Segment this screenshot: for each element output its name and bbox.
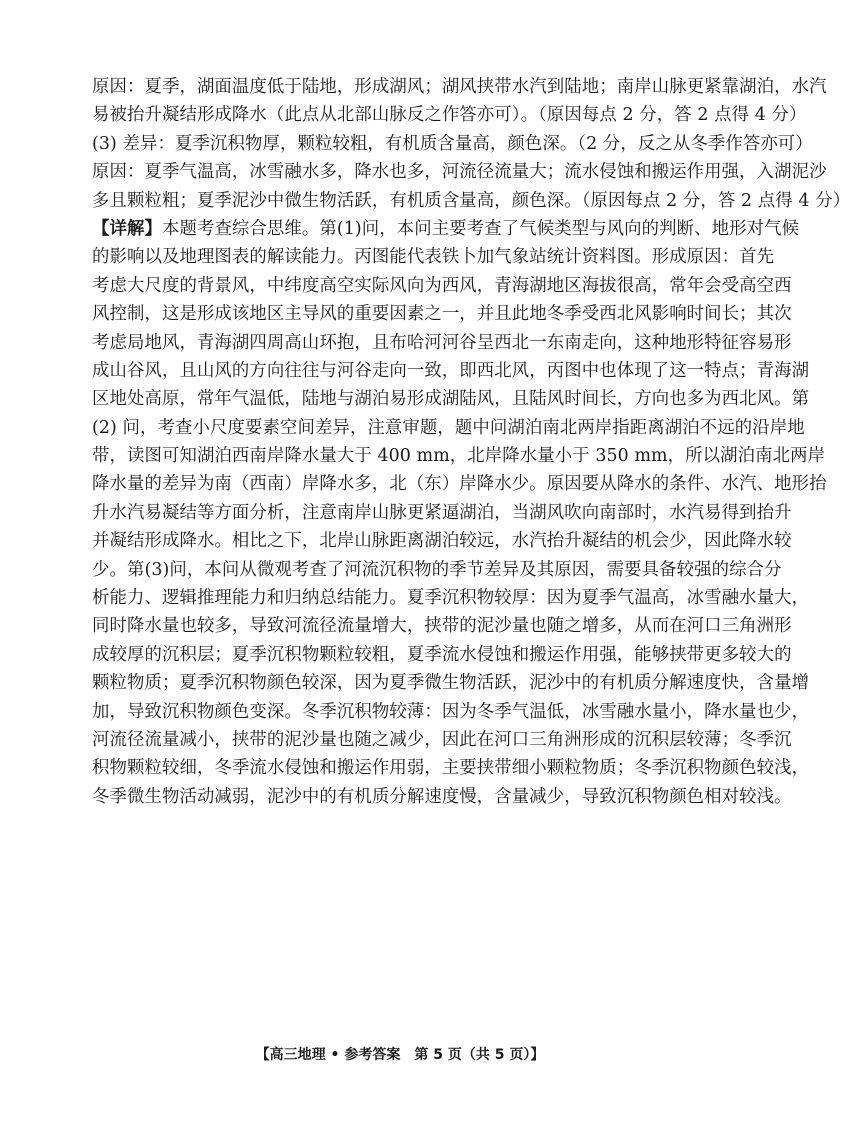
text-line: 考虑大尺度的背景风，中纬度高空实际风向为西风，青海湖地区海拔很高，常年会受高空西 [92,275,792,296]
text-line: 降水量的差异为南（西南）岸降水多，北（东）岸降水少。原因要从降水的条件、水汽、地形抬 [92,474,827,495]
text-line: 少。第(3)问，本问从微观考查了河流沉积物的季节差异及其原因，需要具备较强的综合分 [92,559,782,580]
text-line: 冬季微生物活动减弱，泥沙中的有机质分解速度慢，含量减少，导致沉积物颜色相对较浅。 [92,786,792,807]
detail-text: 本题考查综合思维。第(1)问，本问主要考查了气候类型与风向的判断、地形对气候 [161,218,800,239]
text-line: 同时降水量也较多，导致河流径流量增大，挟带的泥沙量也随之增多，从而在河口三角洲形 [92,616,792,637]
text-line: 积物颗粒较细，冬季流水侵蚀和搬运作用弱，主要挟带细小颗粒物质；冬季沉积物颜色较浅， [92,758,810,779]
text-line: 原因：夏季气温高，冰雪融水多，降水也多，河流径流量大；流水侵蚀和搬运作用强，入湖泥沙 [92,162,827,183]
text-line: 带，读图可知湖泊西南岸降水量大于 400 mm，北岸降水量小于 350 mm，所以湖泊南北两岸 [92,446,826,467]
text-line: 原因：夏季，湖面温度低于陆地，形成湖风；湖风挟带水汽到陆地；南岸山脉更紧靠湖泊，水汽 [92,77,827,97]
text-line: 加，导致沉积物颜色变深。冬季沉积物较薄：因为冬季气温低，冰雪融水量小，降水量也少， [92,701,810,722]
text-line: 的影响以及地理图表的解读能力。丙图能代表铁卜加气象站统计资料图。形成原因：首先 [92,247,775,268]
text-line: 风控制，这是形成该地区主导风的重要因素之一，并且此地冬季受西北风影响时间长；其次 [92,304,792,325]
text-line: 成较厚的沉积层；夏季沉积物颗粒较粗，夏季流水侵蚀和搬运作用强，能够挟带更多较大的 [92,644,792,665]
text-line: 考虑局地风，青海湖四周高山环抱，且布哈河河谷呈西北一东南走向，这种地形特征容易形 [92,332,792,353]
answer-page [92,73,850,811]
detail-line [92,215,800,243]
text-line: (2) 问，考查小尺度要素空间差异，注意审题，题中问湖泊南北两岸指距离湖泊不远的沿岸地 [92,417,805,438]
text-line: 析能力、逻辑推理能力和归纳总结能力。夏季沉积物较厚：因为夏季气温高，冰雪融水量大， [92,588,810,609]
text-line: 并凝结形成降水。相比之下，北岸山脉距离湖泊较远，水汽抬升凝结的机会少，因此降水较 [92,531,792,552]
text-line: 颗粒物质；夏季沉积物颜色较深，因为夏季微生物活跃，泥沙中的有机质分解速度快，含量增 [92,673,810,694]
text-line: 多且颗粒粗；夏季泥沙中微生物活跃，有机质含量高，颜色深。（原因每点 2 分，答 2 点得 4 分） [92,190,850,211]
text-line: 成山谷风，且山风的方向往往与河谷走向一致，即西北风，丙图中也体现了这一特点；青海湖 [92,360,810,381]
text-line: 升水汽易凝结等方面分析，注意南岸山脉更紧逼湖泊，当湖风吹向南部时，水汽易得到抬升 [92,502,792,523]
text-line: 易被抬升凝结形成降水（此点从北部山脉反之作答亦可）。（原因每点 2 分，答 2 点得 4 分） [92,105,807,126]
detail-label: 【详解】 [92,218,162,239]
text-line: (3) 差异：夏季沉积物厚，颗粒较粗，有机质含量高，颜色深。（2 分，反之从冬季作答亦可） [92,133,813,154]
text-line: 河流径流量减小，挟带的泥沙量也随之减少，因此在河口三角洲形成的沉积层较薄；冬季沉 [92,729,792,750]
page-footer: 【高三地理 • 参考答案 第 5 页（共 5 页）】 [255,1047,545,1063]
text-line: 区地处高原，常年气温低，陆地与湖泊易形成湖陆风，且陆风时间长，方向也多为西北风。第 [92,389,810,410]
